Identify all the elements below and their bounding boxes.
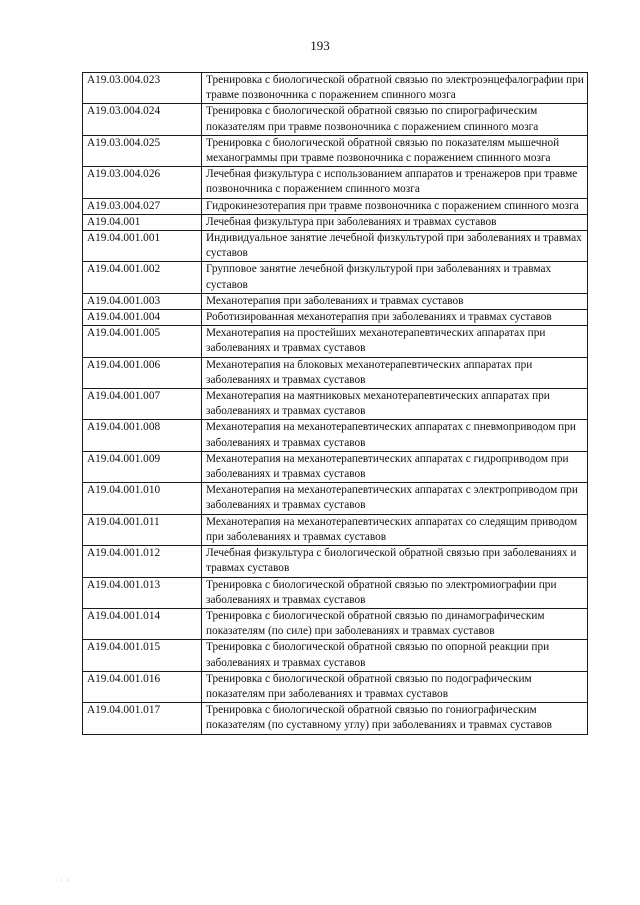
table-row	[83, 577, 588, 608]
table-row	[83, 357, 588, 388]
table-row	[83, 310, 588, 326]
procedure-code-cell: A19.04.001.015	[83, 640, 202, 671]
procedure-description-cell: Роботизированная механотерапия при заболеваниях и травмах суставов	[202, 310, 588, 326]
procedure-description-cell: Тренировка с биологической обратной связью по гониографическим показателям (по суставному углу) при заболеваниях и травмах суставов	[202, 703, 588, 734]
procedure-code-cell: A19.03.004.026	[83, 167, 202, 198]
procedure-description-cell: Механотерапия на механотерапевтических аппаратах со следящим приводом при заболеваниях и травмах суставов	[202, 514, 588, 545]
procedure-description-cell: Механотерапия на механотерапевтических аппаратах с электроприводом при заболеваниях и травмах суставов	[202, 483, 588, 514]
table-row	[83, 293, 588, 309]
procedure-codes-table	[82, 72, 588, 735]
procedure-description-cell: Лечебная физкультура при заболеваниях и травмах суставов	[202, 214, 588, 230]
table-row	[83, 135, 588, 166]
table-row	[83, 167, 588, 198]
procedure-code-cell: A19.04.001.005	[83, 326, 202, 357]
procedure-code-cell: A19.04.001.004	[83, 310, 202, 326]
procedure-description-cell: Гидрокинезотерапия при травме позвоночника с поражением спинного мозга	[202, 198, 588, 214]
table-row	[83, 73, 588, 104]
procedure-code-cell: A19.03.004.023	[83, 73, 202, 104]
table-row	[83, 671, 588, 702]
procedure-description-cell: Механотерапия на блоковых механотерапевтических аппаратах при заболеваниях и травмах суставов	[202, 357, 588, 388]
table-row	[83, 483, 588, 514]
table-row	[83, 608, 588, 639]
procedure-code-cell: A19.04.001.007	[83, 389, 202, 420]
procedure-description-cell: Тренировка с биологической обратной связью по спирографическим показателям при травме позвоночника с поражением спинного мозга	[202, 104, 588, 135]
procedure-codes-body	[83, 73, 588, 735]
table-row	[83, 231, 588, 262]
procedure-code-cell: A19.04.001.001	[83, 231, 202, 262]
table-row	[83, 198, 588, 214]
procedure-description-cell: Тренировка с биологической обратной связью по опорной реакции при заболеваниях и травмах суставов	[202, 640, 588, 671]
procedure-code-cell: A19.04.001.008	[83, 420, 202, 451]
procedure-description-cell: Лечебная физкультура с биологической обратной связью при заболеваниях и травмах суставов	[202, 546, 588, 577]
table-row	[83, 262, 588, 293]
procedure-description-cell: Механотерапия при заболеваниях и травмах суставов	[202, 293, 588, 309]
procedure-code-cell: A19.03.004.027	[83, 198, 202, 214]
table-row	[83, 546, 588, 577]
procedure-description-cell: Групповое занятие лечебной физкультурой при заболеваниях и травмах суставов	[202, 262, 588, 293]
table-row	[83, 640, 588, 671]
procedure-code-cell: A19.04.001.016	[83, 671, 202, 702]
procedure-description-cell: Лечебная физкультура с использованием аппаратов и тренажеров при травме позвоночника с поражением спинного мозга	[202, 167, 588, 198]
procedure-description-cell: Индивидуальное занятие лечебной физкультурой при заболеваниях и травмах суставов	[202, 231, 588, 262]
procedure-description-cell: Тренировка с биологической обратной связью по динамографическим показателям (по силе) при заболеваниях и травмах суставов	[202, 608, 588, 639]
procedure-code-cell: A19.04.001.003	[83, 293, 202, 309]
procedure-code-cell: A19.04.001.010	[83, 483, 202, 514]
procedure-code-cell: A19.04.001	[83, 214, 202, 230]
table-row	[83, 514, 588, 545]
procedure-description-cell: Механотерапия на механотерапевтических аппаратах с пневмоприводом при заболеваниях и травмах суставов	[202, 420, 588, 451]
scan-margin-marks: · ·	[60, 876, 71, 885]
page-number: 193	[310, 38, 330, 53]
procedure-code-cell: A19.04.001.014	[83, 608, 202, 639]
procedure-description-cell: Механотерапия на маятниковых механотерапевтических аппаратах при заболеваниях и травмах суставов	[202, 389, 588, 420]
procedure-code-cell: A19.04.001.006	[83, 357, 202, 388]
table-row	[83, 420, 588, 451]
procedure-description-cell: Тренировка с биологической обратной связью по электромиографии при заболеваниях и травмах суставов	[202, 577, 588, 608]
table-row	[83, 389, 588, 420]
procedure-description-cell: Механотерапия на простейших механотерапевтических аппаратах при заболеваниях и травмах суставов	[202, 326, 588, 357]
procedure-description-cell: Тренировка с биологической обратной связью по показателям мышечной механограммы при травме позвоночника с поражением спинного мозга	[202, 135, 588, 166]
table-row	[83, 214, 588, 230]
table-row	[83, 451, 588, 482]
procedure-code-cell: A19.04.001.011	[83, 514, 202, 545]
procedure-code-cell: A19.04.001.017	[83, 703, 202, 734]
procedure-code-cell: A19.04.001.009	[83, 451, 202, 482]
table-row	[83, 326, 588, 357]
table-row	[83, 703, 588, 734]
procedure-code-cell: A19.04.001.013	[83, 577, 202, 608]
procedure-description-cell: Тренировка с биологической обратной связью по электроэнцефалографии при травме позвоночника с поражением спинного мозга	[202, 73, 588, 104]
procedure-code-cell: A19.03.004.025	[83, 135, 202, 166]
procedure-code-cell: A19.04.001.012	[83, 546, 202, 577]
procedure-description-cell: Тренировка с биологической обратной связью по подографическим показателям при заболеваниях и травмах суставов	[202, 671, 588, 702]
table-row	[83, 104, 588, 135]
procedure-code-cell: A19.03.004.024	[83, 104, 202, 135]
procedure-description-cell: Механотерапия на механотерапевтических аппаратах с гидроприводом при заболеваниях и травмах суставов	[202, 451, 588, 482]
procedure-code-cell: A19.04.001.002	[83, 262, 202, 293]
